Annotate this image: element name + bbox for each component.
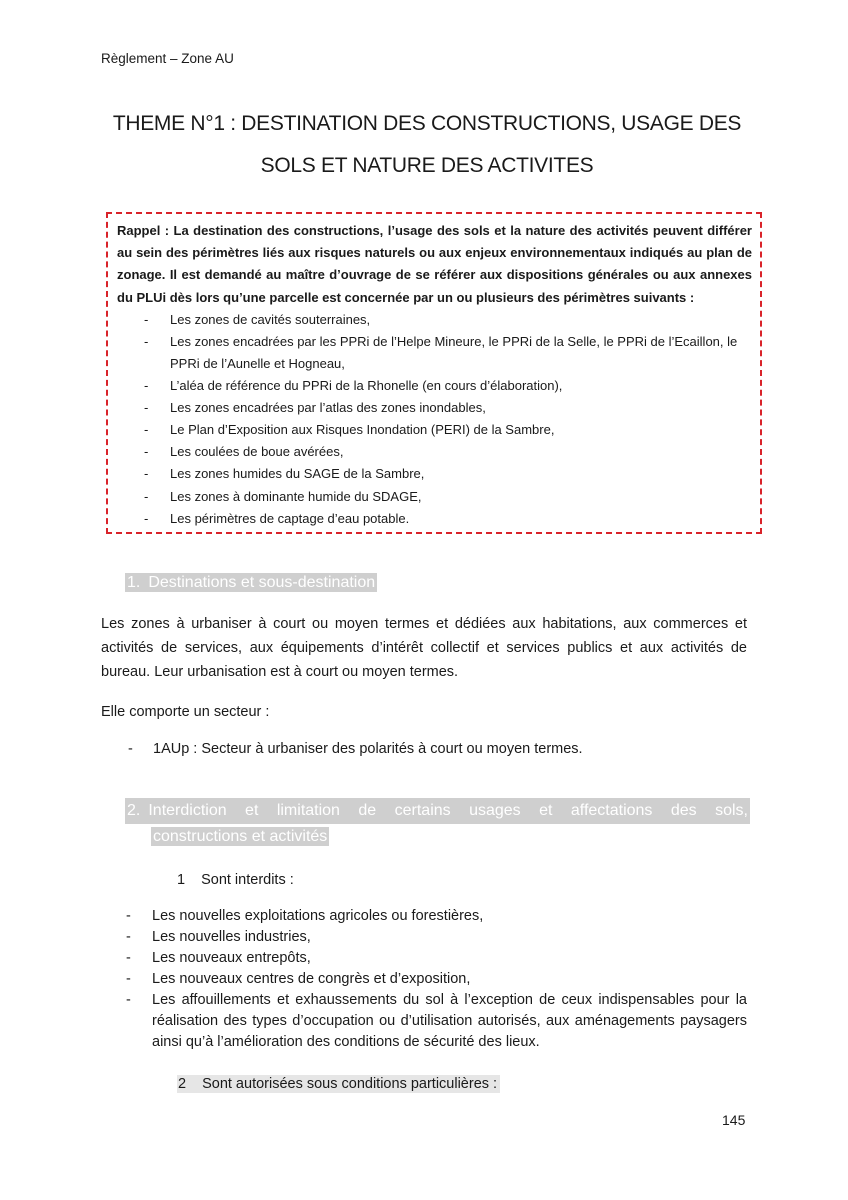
subheading-title: Sont autorisées sous conditions particulières :: [202, 1076, 498, 1092]
dash-bullet: -: [126, 971, 131, 987]
list-item: - Les périmètres de captage d’eau potable.: [117, 508, 752, 530]
section-title-line-2: constructions et activités: [153, 828, 328, 845]
list-item: - Les zones à dominante humide du SDAGE,: [117, 486, 752, 508]
dash-bullet: -: [144, 400, 149, 416]
subheading-highlight: [177, 1075, 500, 1093]
dash-bullet: -: [126, 929, 131, 945]
dash-bullet: -: [126, 992, 131, 1008]
list-item: - Les nouveaux entrepôts,: [101, 948, 747, 969]
paragraph-secteur: Elle comporte un secteur :: [101, 704, 270, 720]
section-title: Destinations et sous-destination: [148, 574, 376, 591]
section-1-highlight: [125, 573, 377, 592]
dash-bullet: -: [128, 741, 133, 757]
theme-title-line-2: SOLS ET NATURE DES ACTIVITES: [260, 154, 594, 177]
section-1-heading: [125, 570, 377, 596]
list-item: - Les affouillements et exhaussements du sol à l’exception de ceux indispensables pour la réalisation des types d’occupation ou d’utilisation autorisés, aux aménagements paysagers ainsi qu’à l’amélioration des conditions de sécurité des lieux.: [126, 992, 747, 1050]
dash-bullet: -: [144, 466, 149, 482]
subheading-number: 1: [177, 872, 186, 888]
subheading-interdits: [177, 869, 294, 891]
list-item: - Les zones humides du SAGE de la Sambre,: [117, 463, 752, 485]
list-item: - Les nouvelles industries,: [101, 927, 747, 948]
list-item: - Les nouvelles exploitations agricoles ou forestières,: [101, 906, 747, 927]
list-item: - Les zones encadrées par l’atlas des zones inondables,: [117, 397, 752, 419]
theme-title-line-1: THEME N°1 : DESTINATION DES CONSTRUCTIONS, USAGE DES: [112, 112, 742, 135]
section-title-line-1: Interdiction et limitation de certains usages et affectations des sols,: [148, 802, 748, 819]
section-2-heading: [125, 798, 750, 850]
dash-bullet: -: [144, 488, 149, 504]
page-number: 145: [722, 1112, 746, 1128]
rappel-box: [106, 212, 762, 534]
subheading-number: 2: [178, 1076, 187, 1092]
dash-bullet: -: [144, 510, 149, 526]
rappel-list: [117, 309, 752, 530]
list-item: - Le Plan d’Exposition aux Risques Inondation (PERI) de la Sambre,: [117, 419, 752, 441]
dash-bullet: -: [144, 333, 149, 349]
dash-bullet: -: [126, 950, 131, 966]
section-number: 2.: [127, 802, 141, 819]
rappel-text: Rappel : La destination des constructions, l’usage des sols et la nature des activités peuvent différer au sein des périmètres liés aux risques naturels ou aux enjeux environnementaux indiqués au plan de zonage. Il est demandé au maître d’ouvrage de se référer aux dispositions générales ou aux annexes du PLUi dès lors qu’une parcelle est concernée par un ou plusieurs des périmètres suivants :: [117, 223, 752, 305]
dash-bullet: -: [126, 908, 131, 924]
dash-bullet: -: [144, 422, 149, 438]
list-item: - L’aléa de référence du PPRi de la Rhonelle (en cours d’élaboration),: [117, 375, 752, 397]
paragraph-zones: Les zones à urbaniser à court ou moyen termes et dédiées aux habitations, aux commerces et activités de services, aux équipements d’intérêt collectif et services publics et aux activités de bureau. Leur urbanisation est à court ou moyen termes.: [101, 616, 747, 680]
list-item: - Les coulées de boue avérées,: [117, 441, 752, 463]
list-item: - Les nouveaux centres de congrès et d’exposition,: [101, 969, 747, 990]
interdits-list: [101, 906, 747, 1053]
section-number: 1.: [127, 574, 141, 591]
page-header: Règlement – Zone AU: [101, 51, 234, 66]
dash-bullet: -: [144, 378, 149, 394]
list-item: - Les zones de cavités souterraines,: [117, 309, 752, 331]
subheading-autorisees: [177, 1073, 500, 1095]
sector-text: 1AUp : Secteur à urbaniser des polarités à court ou moyen termes.: [153, 741, 583, 757]
list-item: - Les zones encadrées par les PPRi de l’Helpe Mineure, le PPRi de la Selle, le PPRi de l’Ecaillon, le PPRi de l’Aunelle et Hogneau,: [117, 331, 752, 375]
subheading-title: Sont interdits :: [201, 872, 294, 888]
theme-title: [60, 103, 794, 187]
dash-bullet: -: [144, 444, 149, 460]
section-2-line-2: [125, 824, 750, 850]
section-2-line-1: [125, 798, 750, 824]
section-2-highlight-1: [125, 798, 750, 824]
dash-bullet: -: [144, 311, 149, 327]
